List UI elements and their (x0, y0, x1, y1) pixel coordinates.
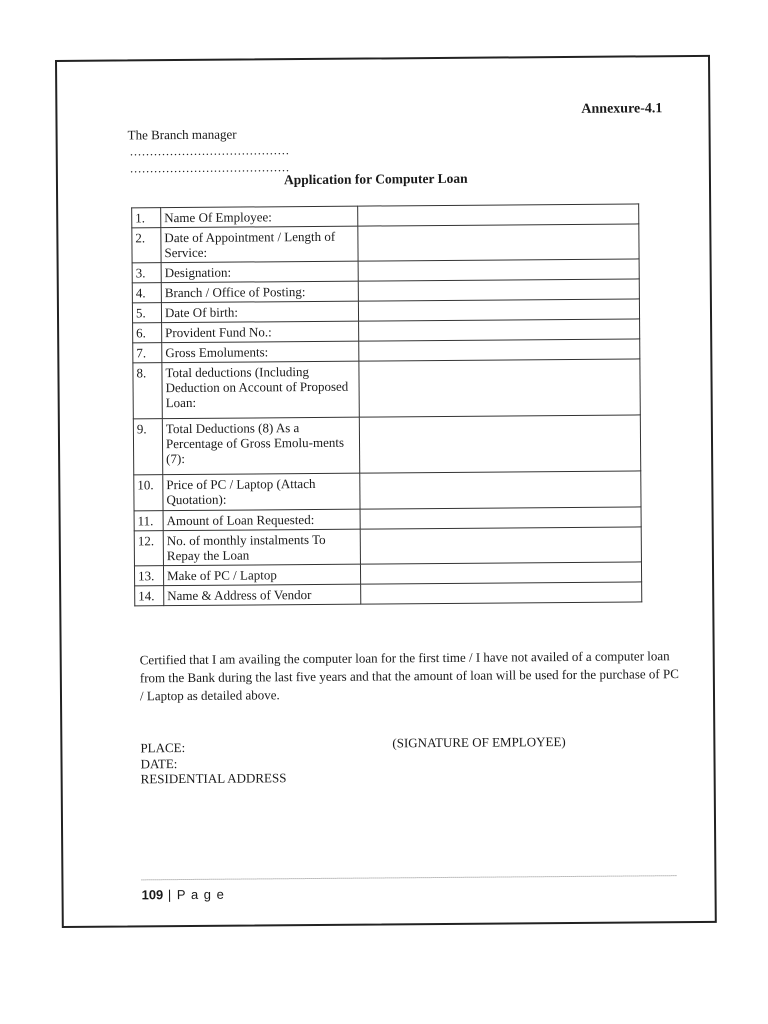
row-value-field[interactable] (360, 527, 641, 564)
row-value-field[interactable] (358, 259, 639, 281)
row-value-field[interactable] (361, 582, 642, 604)
row-value-field[interactable] (360, 507, 641, 529)
page-label: | P a g e (167, 886, 225, 903)
row-value-field[interactable] (358, 299, 639, 321)
address-line-1: ........................................ (129, 144, 290, 159)
row-label: Total Deductions (8) As a Percentage of Gross Emolu-ments (7): (162, 417, 359, 475)
row-label: Total deductions (Including Deduction on Account of Proposed Loan: (162, 361, 359, 419)
residential-address-label: RESIDENTIAL ADDRESS (140, 770, 287, 787)
form-row (135, 582, 642, 606)
row-label: Make of PC / Laptop (163, 564, 360, 586)
row-number: 2. (132, 228, 161, 263)
row-label: Name Of Employee: (161, 206, 358, 228)
row-label: Amount of Loan Requested: (163, 509, 360, 531)
row-value-field[interactable] (359, 415, 640, 473)
addressee: The Branch manager (127, 126, 237, 143)
row-number: 13. (134, 566, 163, 586)
row-label: Price of PC / Laptop (Attach Quotation): (163, 473, 360, 511)
row-value-field[interactable] (359, 339, 640, 361)
form-row (134, 527, 641, 566)
loan-application-table (131, 203, 642, 606)
row-value-field[interactable] (359, 319, 640, 341)
page-number: 109 (141, 887, 164, 903)
row-label: Gross Emoluments: (162, 341, 359, 363)
signature-label: (SIGNATURE OF EMPLOYEE) (392, 734, 566, 751)
certification-text: Certified that I am availing the computer loan for the first time / I have not availed of a computer loan from the Bank during the last five years and that the amount of loan will be used for the purchase of PC / Laptop as detailed above. (139, 648, 679, 704)
row-value-field[interactable] (360, 471, 641, 509)
form-title: Application for Computer Loan (283, 170, 468, 188)
row-label: Designation: (161, 261, 358, 283)
row-number: 9. (133, 419, 162, 475)
row-value-field[interactable] (358, 224, 639, 261)
row-number: 8. (133, 363, 162, 419)
place-label: PLACE: (140, 739, 186, 756)
form-row (132, 224, 639, 263)
row-number: 3. (132, 263, 161, 283)
row-number: 10. (134, 475, 163, 511)
row-label: Branch / Office of Posting: (161, 281, 358, 303)
annexure-label: Annexure-4.1 (581, 101, 663, 117)
row-label: Name & Address of Vendor (164, 584, 361, 606)
form-row (134, 471, 641, 511)
document-page (55, 55, 717, 928)
date-label: DATE: (140, 756, 178, 772)
row-number: 6. (133, 323, 162, 343)
form-row (133, 415, 640, 475)
row-label: No. of monthly instalments To Repay the Loan (163, 529, 360, 566)
row-value-field[interactable] (358, 279, 639, 301)
row-number: 5. (132, 303, 161, 323)
row-value-field[interactable] (360, 562, 641, 584)
footer-divider (141, 875, 676, 880)
row-label: Date of Appointment / Length of Service: (161, 226, 358, 263)
row-value-field[interactable] (358, 204, 639, 226)
row-number: 1. (132, 208, 161, 228)
form-row (133, 359, 640, 419)
row-number: 7. (133, 343, 162, 363)
address-line-2: ........................................ (129, 161, 290, 176)
row-number: 4. (132, 283, 161, 303)
row-number: 12. (134, 531, 163, 566)
row-label: Date Of birth: (161, 301, 358, 323)
row-label: Provident Fund No.: (162, 321, 359, 343)
row-number: 11. (134, 511, 163, 531)
row-value-field[interactable] (359, 359, 640, 417)
row-number: 14. (135, 586, 164, 606)
page-footer (142, 887, 225, 903)
